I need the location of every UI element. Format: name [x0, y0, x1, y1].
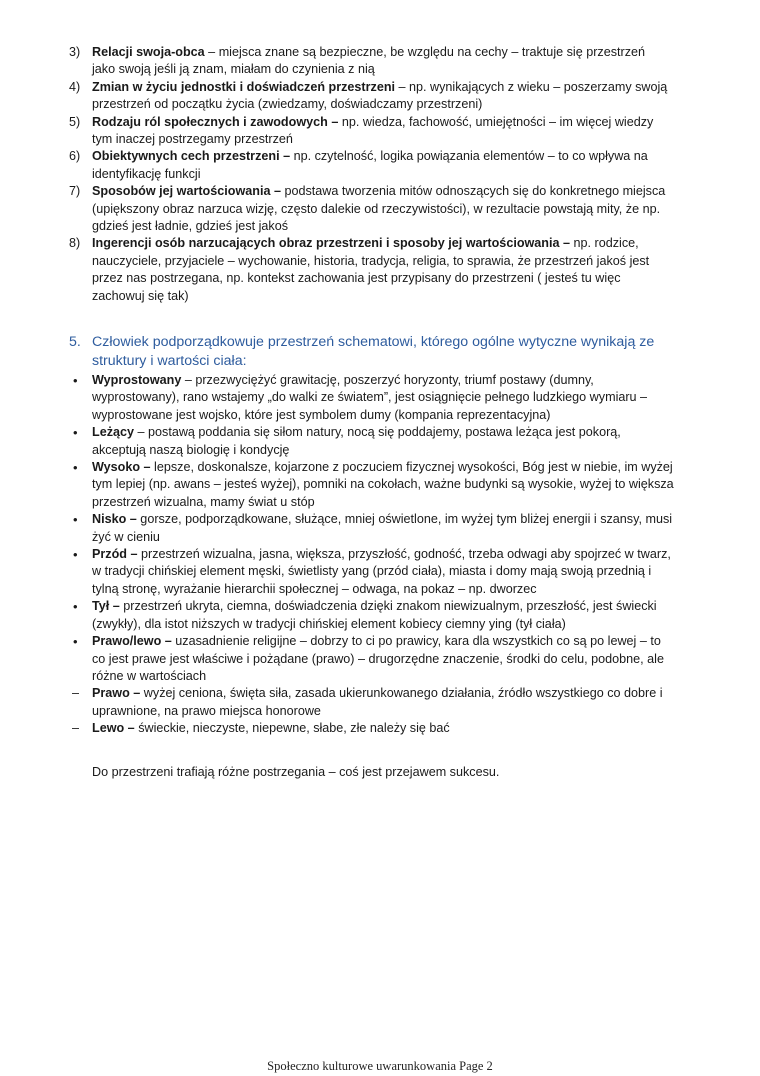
- list-item-text: podstawa tworzenia mitów odnoszących się do konkretnego miejsca (upiększony obraz narzuca wizję, często dalekie od rzeczywistości), w rezultacie powstają mity, że np. gdzieś jest ładnie, gdzieś jest jakoś: [92, 184, 666, 234]
- bullet-text: wyżej ceniona, święta siła, zasada ukierunkowanego działania, źródło wszystkiego co dobre i uprawnione, na prawo miejsca honorowe: [92, 686, 663, 718]
- list-item-text: np. wiedza, fachowość, umiejętności – im więcej wiedzy tym inaczej postrzegamy przestrzeń: [92, 114, 654, 147]
- bullet-marker: •: [73, 460, 78, 476]
- list-item: [0, 44, 670, 79]
- bullet-text: lepsze, doskonalsze, kojarzone z poczuciem fizycznej wysokości, Bóg jest w niebie, im wyżej tym lepiej (np. awans – jesteś wyżej), pomniki na cokołach, ważne budynki są wysokie, wyżej to większa przestrzeń wizualna, mamy świat u stóp: [92, 460, 674, 509]
- bullet-item: [0, 459, 677, 511]
- list-item: [0, 148, 670, 183]
- bullet-text: świeckie, nieczyste, niepewne, słabe, złe należy się bać: [134, 721, 450, 736]
- bullet-lead: Prawo –: [92, 686, 141, 701]
- list-item-text: np. czytelność, logika powiązania elementów – to co wpływa na identyfikację funkcji: [92, 149, 648, 181]
- bullet-item: [0, 424, 677, 459]
- bullet-lead: Prawo/lewo –: [92, 634, 172, 649]
- section-number: 5.: [69, 334, 81, 350]
- list-number: 4): [69, 79, 81, 94]
- bullet-list: [0, 372, 760, 738]
- dash-item: [0, 720, 677, 737]
- list-item-lead: Rodzaju ról społecznych i zawodowych –: [92, 114, 339, 129]
- list-item-lead: Sposobów jej wartościowania –: [92, 184, 281, 199]
- bullet-item: [0, 598, 677, 633]
- dash-marker: –: [72, 721, 80, 736]
- bullet-marker: •: [73, 425, 78, 441]
- bullet-text: uzasadnienie religijne – dobrzy to ci po prawicy, kara dla wszystkich co są po lewej – to co jest prawe jest właściwe i pożądane (prawo) – drugorzędne znaczenie, środki do celu, podobne, ale różne w wartościach: [92, 634, 664, 683]
- bullet-lead: Nisko –: [92, 512, 137, 527]
- list-item-lead: Ingerencji osób narzucających obraz przestrzeni i sposoby jej wartościowania –: [92, 236, 571, 251]
- bullet-marker: •: [73, 599, 78, 615]
- list-number: 6): [69, 149, 81, 164]
- bullet-text: gorsze, podporządkowane, służące, mniej oświetlone, im wyżej tym bliżej energii i szansy, musi żyć w cieniu: [92, 512, 673, 544]
- list-number: 5): [69, 114, 81, 129]
- dash-item: [0, 685, 677, 720]
- closing-paragraph: Do przestrzeni trafiają różne postrzegania – coś jest przejawem sukcesu.: [92, 764, 500, 779]
- bullet-item: [0, 546, 677, 598]
- numbered-list: [0, 44, 760, 305]
- list-item-lead: Obiektywnych cech przestrzeni –: [92, 149, 291, 164]
- list-item: [0, 114, 670, 149]
- bullet-text: przestrzeń ukryta, ciemna, doświadczenia dzięki znakom niewizualnym, przeszłość, jest świecki (zwykły), dla istot niższych w tradycji chińskiej element kobiecy ciemny ying (tył ciała): [92, 599, 657, 631]
- list-item: [0, 79, 670, 114]
- list-number: 7): [69, 184, 81, 199]
- list-item-lead: Zmian w życiu jednostki i doświadczeń przestrzeni: [92, 79, 396, 94]
- page-footer: Społeczno kulturowe uwarunkowania Page 2: [267, 1059, 493, 1073]
- bullet-lead: Leżący: [92, 425, 135, 440]
- list-item-text: np. rodzice, nauczyciele, przyjaciele – wychowanie, historia, tradycja, religia, to sprawia, że przestrzeń jakoś jest przez nas postrzegana, np. kontekst zachowania jest przypisany do przestrzeni ( jesteś tu więc zachowuj się tak): [92, 236, 650, 303]
- list-item-lead: Relacji swoja-obca: [92, 45, 205, 59]
- list-number: 3): [69, 45, 81, 59]
- bullet-lead: Wysoko –: [92, 460, 151, 475]
- bullet-item: [0, 633, 677, 685]
- bullet-marker: •: [73, 634, 78, 650]
- bullet-lead: Lewo –: [92, 721, 135, 736]
- list-item: [0, 183, 670, 235]
- bullet-text: – przezwyciężyć grawitację, poszerzyć horyzonty, triumf postawy (dumny, wyprostowany), rano wstajemy „do walki ze światem”, jest osiągnięcie pełnego ludzkiego wymiaru – wyprostowane jest wojsko, które jest symbolem dumy (kompania reprezentacyjna): [92, 373, 648, 422]
- bullet-lead: Wyprostowany: [92, 373, 182, 387]
- bullet-lead: Tył –: [92, 599, 120, 614]
- section-heading: [69, 333, 669, 371]
- bullet-item: [0, 511, 677, 546]
- dash-marker: –: [72, 686, 80, 701]
- bullet-marker: •: [73, 373, 78, 388]
- list-item: [0, 235, 670, 305]
- bullet-text: przestrzeń wizualna, jasna, większa, przyszłość, godność, trzeba odwagi aby spojrzeć w twarz, w tradycji chińskiej element męski, świetlisty yang (przód ciała), miasta i domy mają swoją przednią i tylną stronę, wyrażanie hierarchii społecznej – odwaga, na pokaz – np. dworzec: [92, 547, 671, 596]
- section-title: Człowiek podporządkowuje przestrzeń schematowi, którego ogólne wytyczne wynikają ze struktury i wartości ciała:: [92, 334, 655, 369]
- list-number: 8): [69, 236, 81, 251]
- list-item-text: – np. wynikających z wieku – poszerzamy swoją przestrzeń od początku życia (zwiedzamy, doświadczamy przestrzeni): [92, 79, 668, 112]
- bullet-lead: Przód –: [92, 547, 138, 562]
- bullet-item: [0, 372, 677, 424]
- list-item-text: – miejsca znane są bezpieczne, be względu na cechy – traktuje się przestrzeń jako swoją jeśli ją znam, miałam do czynienia z nią: [92, 45, 646, 77]
- bullet-marker: •: [73, 547, 78, 563]
- bullet-marker: •: [73, 512, 78, 528]
- bullet-text: – postawą poddania się siłom natury, nocą się poddajemy, postawa leżąca jest pokorą, akceptują naszą biologię i kondycję: [92, 425, 621, 457]
